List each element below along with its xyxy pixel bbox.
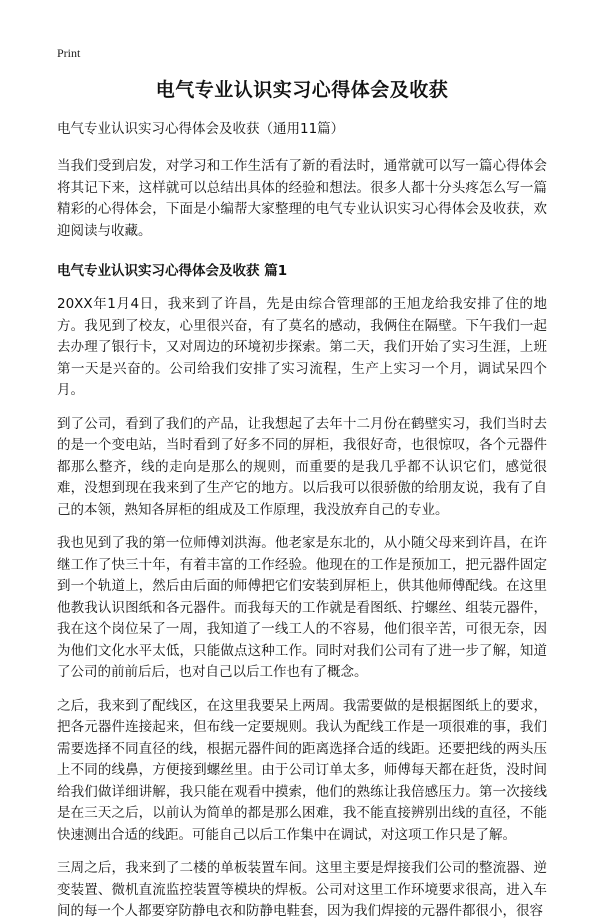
body-paragraph-3: 我也见到了我的第一位师傅刘洪海。他老家是东北的，从小随父母来到许昌，在许继工作了快三十年，有着丰富的工作经验。他现在的工作是预加工，把元器件固定到一个轨道上，然后由后面的师傅把它们安装到屏柜上，供其他师傅配线。在这里他教我认识图纸和各元器件。而我每天的工作就是看图纸、拧螺丝、组装元器件，我在这个岗位呆了一周，我知道了一线工人的不容易，他们很辛苦，可很无奈，因为他们文化水平太低，只能做点这种工作。同时对我们公司有了进一步了解，知道了公司的前前后后，也对自己以后工作也有了概念。 (57, 535, 547, 680)
intro-paragraph: 当我们受到启发，对学习和工作生活有了新的看法时，通常就可以写一篇心得体会将其记下来，这样就可以总结出具体的经验和想法。很多人都十分头疼怎么写一篇精彩的心得体会，下面是小编帮大家整理的电气专业认识实习心得体会及收获，欢迎阅读与收藏。 (57, 158, 547, 239)
section-heading: 电气专业认识实习心得体会及收获 篇1 (57, 263, 288, 279)
print-link[interactable]: Print (57, 46, 81, 60)
page-title: 电气专业认识实习心得体会及收获 (155, 79, 449, 101)
body-paragraph-5: 三周之后，我来到了二楼的单板装置车间。这里主要是焊接我们公司的整流器、逆变装置、微机直流监控装置等模块的焊板。公司对这里工作环境要求很高，进入车间的每一个人都要穿防静电衣和防静电鞋套，因为我们焊接的元器件都很小，很容 (57, 860, 547, 919)
body-paragraph-1: 20XX年1月4日，我来到了许昌，先是由综合管理部的王旭龙给我安排了住的地方。我见到了校友，心里很兴奋，有了莫名的感动，我俩住在隔壁。下午我们一起去办理了银行卡，又对周边的环境初步探索。第二天，我们开始了实习生涯，上班第一天是兴奋的。公司给我们安排了实习流程，生产上实习一个月，调试呆四个月。 (57, 296, 547, 398)
document-body (57, 76, 547, 923)
body-paragraph-2: 到了公司，看到了我们的产品，让我想起了去年十二月份在鹤壁实习，我们当时去的是一个变电站，当时看到了好多不同的屏柜，我很好奇，也很惊叹，各个元器件都那么整齐，线的走向是那么的规则，而重要的是我几乎都不认识它们，感觉很难，没想到现在我来到了生产它的地方。以后我可以很骄傲的给朋友说，我有了自己的本领，熟知各屏柜的组成及工作原理，我没放弃自己的专业。 (57, 415, 547, 518)
body-paragraph-4: 之后，我来到了配线区，在这里我要呆上两周。我需要做的是根据图纸上的要求，把各元器件连接起来，但布线一定要规则。我认为配线工作是一项很难的事，我们需要选择不同直径的线，根据元器件间的距离选择合适的线距。还要把线的两头压上不同的线鼻，方便接到螺丝里。由于公司订单太多，师傅每天都在赶货，没时间给我们做详细讲解，我只能在观看中摸索，他们的熟练让我倍感压力。第一次接线是在三天之后，以前认为简单的都是那么困难，我不能直接辨别出线的直径，不能快速测出合适的线距。可能自己以后工作集中在调试，对这项工作只是了解。 (57, 697, 547, 843)
document-subtitle: 电气专业认识实习心得体会及收获（通用11篇） (57, 121, 345, 137)
